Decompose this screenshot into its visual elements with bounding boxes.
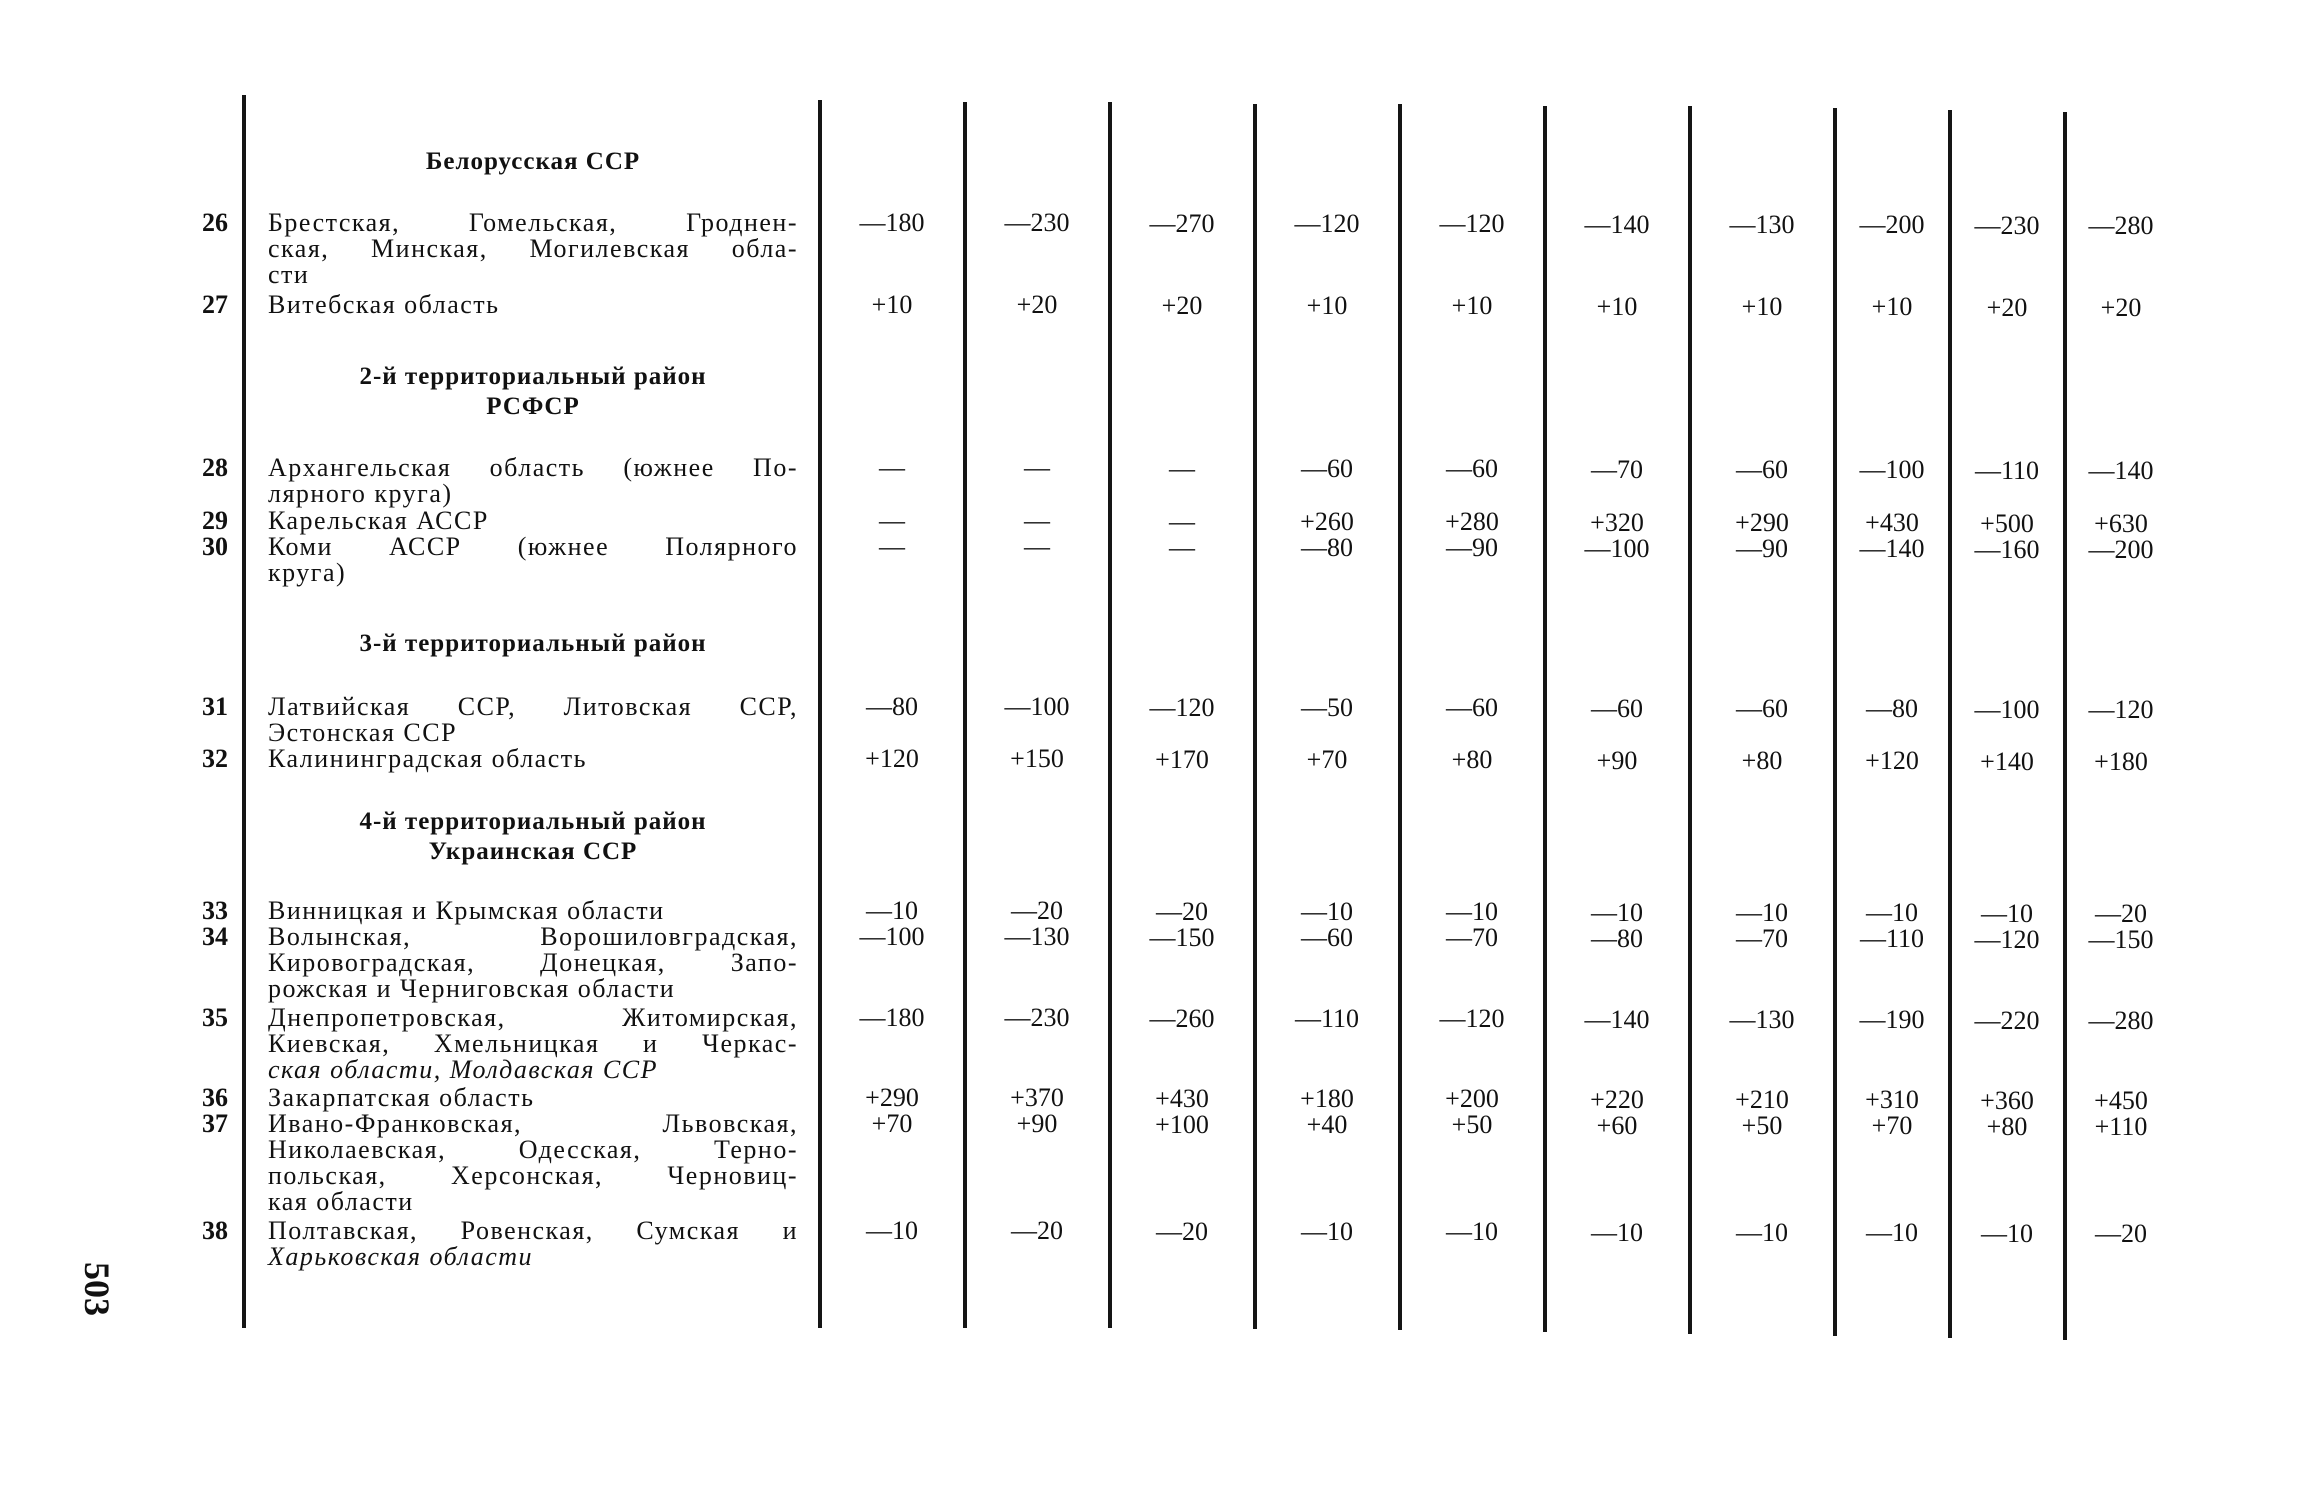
row-number: 35 (202, 1003, 228, 1032)
table-cell-value: +260 (1300, 507, 1354, 537)
table-cell-value: —20 (1156, 1216, 1208, 1246)
table-cell-value: — (879, 506, 905, 535)
region-name: Архангельская область (южнее По- лярного круга) (268, 453, 798, 508)
row-number: 32 (202, 744, 228, 773)
table-cell-value: +210 (1735, 1085, 1789, 1115)
row-number: 37 (202, 1109, 228, 1138)
table-cell-value: —10 (1736, 898, 1788, 928)
table-cell-value: +290 (865, 1083, 919, 1112)
table-cell-value: —140 (1584, 209, 1650, 239)
table-cell-value: —120 (1974, 924, 2040, 954)
table-cell-value: +430 (1155, 1083, 1209, 1113)
table-cell-value: —80 (1866, 694, 1918, 724)
table-cell-value: —260 (1149, 1003, 1215, 1033)
region-name: Коми АССР (южнее Полярного круга) (268, 532, 798, 587)
table-cell-value: +20 (1986, 292, 2028, 322)
table-cell-value: —70 (1736, 924, 1788, 954)
table-cell-value: +80 (1986, 1111, 2028, 1141)
table-cell-value: —20 (1156, 896, 1208, 926)
table-cell-value: +10 (1871, 292, 1913, 322)
row-number: 27 (202, 290, 228, 319)
table-cell-value: +320 (1590, 507, 1644, 537)
table-cell-value: —200 (2088, 535, 2154, 565)
table-cell-value: —230 (1004, 1003, 1070, 1033)
table-cell-value: +100 (1155, 1109, 1209, 1139)
table-cell-value: —100 (1974, 694, 2040, 724)
table-cell-value: — (1169, 453, 1195, 483)
table-cell-value: —160 (1974, 534, 2040, 564)
table-cell-value: —280 (2088, 1006, 2154, 1036)
table-cell-value: +280 (1445, 507, 1499, 537)
table-cell-value: +40 (1306, 1110, 1348, 1140)
region-name: Полтавская, Ровенская, Сумская и Харьковская области (268, 1216, 798, 1271)
region-name: Днепропетровская, Житомирская, Киевская, Хмельницкая и Черкас- ская области, Молдавская ССР (268, 1003, 798, 1084)
table-cell-value: +120 (865, 744, 919, 773)
table-cell-value: —110 (1974, 455, 2040, 485)
table-cell-value: —10 (1446, 897, 1498, 927)
table-cell-value: +10 (1306, 291, 1348, 321)
table-cell-value: +90 (1596, 745, 1638, 775)
table-cell-value: —280 (2088, 211, 2154, 241)
table-cell-value: +630 (2094, 509, 2148, 539)
table-cell-value: —200 (1859, 210, 1925, 240)
table-cell-value: +150 (1010, 744, 1064, 774)
table-cell-value: —100 (1584, 533, 1650, 563)
row-number: 34 (202, 922, 228, 951)
table-cell-value: +20 (2100, 293, 2142, 323)
table-cell-value: +120 (1865, 746, 1919, 776)
table-cell-value: +20 (1161, 290, 1203, 320)
region-name: Ивано-Франковская, Львовская, Николаевская, Одесская, Терно- польская, Херсонская, Черновиц- кая области (268, 1109, 798, 1216)
table-cell-value: +180 (1300, 1084, 1354, 1114)
table-cell-value: —100 (859, 922, 925, 951)
row-number: 38 (202, 1216, 228, 1245)
table-cell-value: +60 (1596, 1110, 1638, 1140)
table-cell-value: —10 (1981, 1218, 2033, 1248)
table-cell-value: +370 (1010, 1083, 1064, 1113)
table-cell-value: +50 (1451, 1110, 1493, 1140)
table-cell-value: +450 (2094, 1086, 2148, 1116)
table-cell-value: +10 (871, 290, 913, 319)
table-cell-value: +90 (1016, 1109, 1058, 1139)
table-cell-value: +200 (1445, 1084, 1499, 1114)
table-cell-value: — (1024, 532, 1050, 562)
table-cell-value: +140 (1980, 746, 2034, 776)
table-cell-value: —60 (1301, 454, 1353, 484)
table-cell-value: —120 (1439, 1004, 1505, 1034)
table-cell-value: —10 (1301, 897, 1353, 927)
table-cell-value: —230 (1004, 208, 1070, 238)
table-cell-value: +110 (2094, 1112, 2148, 1142)
table-cell-value: —190 (1859, 1005, 1925, 1035)
table-cell-value: —80 (1301, 533, 1353, 563)
region-name: Витебская область (268, 290, 500, 319)
section-heading: 3-й территориальный район (359, 630, 707, 657)
table-cell-value: —10 (1591, 1217, 1643, 1247)
region-name: Винницкая и Крымская области (268, 896, 665, 925)
table-cell-value: +430 (1865, 508, 1919, 538)
table-cell-value: +10 (1741, 292, 1783, 322)
table-cell-value: +70 (1306, 745, 1348, 775)
page-number: 503 (77, 1262, 117, 1316)
table-cell-value: —20 (2095, 899, 2147, 929)
row-number: 36 (202, 1083, 228, 1112)
table-cell-value: — (879, 453, 905, 482)
table-cell-value: +10 (1451, 291, 1493, 321)
region-name: Волынская, Ворошиловградская, Кировоградская, Донецкая, Запо- рожская и Черниговская области (268, 922, 798, 1003)
table-cell-value: —130 (1004, 922, 1070, 952)
table-cell-value: —100 (1004, 692, 1070, 722)
table-cell-value: — (1024, 453, 1050, 483)
region-name: Карельская АССР (268, 506, 489, 535)
table-cell-value: — (1024, 506, 1050, 536)
row-number: 30 (202, 532, 228, 561)
table-cell-value: —50 (1301, 693, 1353, 723)
table-cell-value: —60 (1736, 694, 1788, 724)
row-number: 26 (202, 208, 228, 237)
table-cell-value: —140 (1859, 534, 1925, 564)
table-cell-value: +310 (1865, 1085, 1919, 1115)
table-cell-value: +80 (1741, 746, 1783, 776)
table-cell-value: —270 (1149, 208, 1215, 238)
table-cell-value: —110 (1859, 924, 1925, 954)
table-cell-value: —10 (866, 896, 918, 925)
table-cell-value: — (1169, 506, 1195, 536)
table-cell-value: +70 (871, 1109, 913, 1138)
table-cell-value: —180 (859, 1003, 925, 1032)
table-cell-value: —90 (1736, 534, 1788, 564)
table-cell-value: —10 (866, 1216, 918, 1245)
table-cell-value: —60 (1301, 923, 1353, 953)
table-cell-value: —20 (1011, 896, 1063, 926)
row-number: 28 (202, 453, 228, 482)
table-cell-value: —60 (1446, 693, 1498, 723)
table-cell-value: +360 (1980, 1085, 2034, 1115)
region-name: Латвийская ССР, Литовская ССР, Эстонская ССР (268, 692, 798, 747)
table-cell-value: —10 (1981, 898, 2033, 928)
table-cell-value: —130 (1729, 210, 1795, 240)
table-cell-value: —120 (1149, 692, 1215, 722)
table-cell-value: +220 (1590, 1084, 1644, 1114)
table-cell-value: +20 (1016, 290, 1058, 320)
table-cell-value: — (879, 532, 905, 561)
table-cell-value: —150 (1149, 922, 1215, 952)
region-name: Закарпатская область (268, 1083, 535, 1112)
table-cell-value: —180 (859, 208, 925, 237)
table-cell-value: —80 (866, 692, 918, 721)
table-cell-value: —100 (1859, 455, 1925, 485)
table-cell-value: —10 (1736, 1218, 1788, 1248)
table-cell-value: —140 (2088, 456, 2154, 486)
region-name: Брестская, Гомельская, Гроднен- ская, Минская, Могилевская обла- сти (268, 208, 798, 289)
table-cell-value: +70 (1871, 1111, 1913, 1141)
table-cell-value: —10 (1591, 897, 1643, 927)
table-cell-value: +290 (1735, 508, 1789, 538)
table-cell-value: —10 (1301, 1217, 1353, 1247)
table-cell-value: — (1169, 532, 1195, 562)
table-cell-value: —10 (1446, 1217, 1498, 1247)
table-cell-value: —10 (1866, 1218, 1918, 1248)
column-rule (242, 95, 246, 1328)
section-heading: 2-й территориальный район РСФСР (359, 363, 707, 420)
table-cell-value: —150 (2088, 925, 2154, 955)
table-cell-value: +180 (2094, 747, 2148, 777)
row-number: 29 (202, 506, 228, 535)
table-cell-value: —230 (1974, 210, 2040, 240)
table-cell-value: —20 (1011, 1216, 1063, 1246)
table-cell-value: —70 (1591, 454, 1643, 484)
table-cell-value: —120 (2088, 695, 2154, 725)
table-cell-value: —140 (1584, 1004, 1650, 1034)
table-cell-value: —80 (1591, 923, 1643, 953)
table-cell-value: +80 (1451, 745, 1493, 775)
table-cell-value: +50 (1741, 1111, 1783, 1141)
section-heading: Белорусская ССР (425, 148, 641, 175)
row-number: 31 (202, 692, 228, 721)
table-cell-value: —90 (1446, 533, 1498, 563)
table-cell-value: —130 (1729, 1005, 1795, 1035)
table-cell-value: —60 (1591, 693, 1643, 723)
table-cell-value: —120 (1439, 209, 1505, 239)
table-cell-value: +10 (1596, 291, 1638, 321)
table-cell-value: —60 (1446, 454, 1498, 484)
table-cell-value: —20 (2095, 1219, 2147, 1249)
table-cell-value: —110 (1294, 1004, 1360, 1034)
row-number: 33 (202, 896, 228, 925)
section-heading: 4-й территориальный район Украинская ССР (359, 808, 707, 865)
table-cell-value: —120 (1294, 209, 1360, 239)
table-cell-value: —70 (1446, 923, 1498, 953)
region-name: Калининградская область (268, 744, 587, 773)
table-cell-value: +500 (1980, 508, 2034, 538)
table-cell-value: —220 (1974, 1005, 2040, 1035)
table-cell-value: —10 (1866, 898, 1918, 928)
table-cell-value: +170 (1155, 744, 1209, 774)
table-cell-value: —60 (1736, 455, 1788, 485)
